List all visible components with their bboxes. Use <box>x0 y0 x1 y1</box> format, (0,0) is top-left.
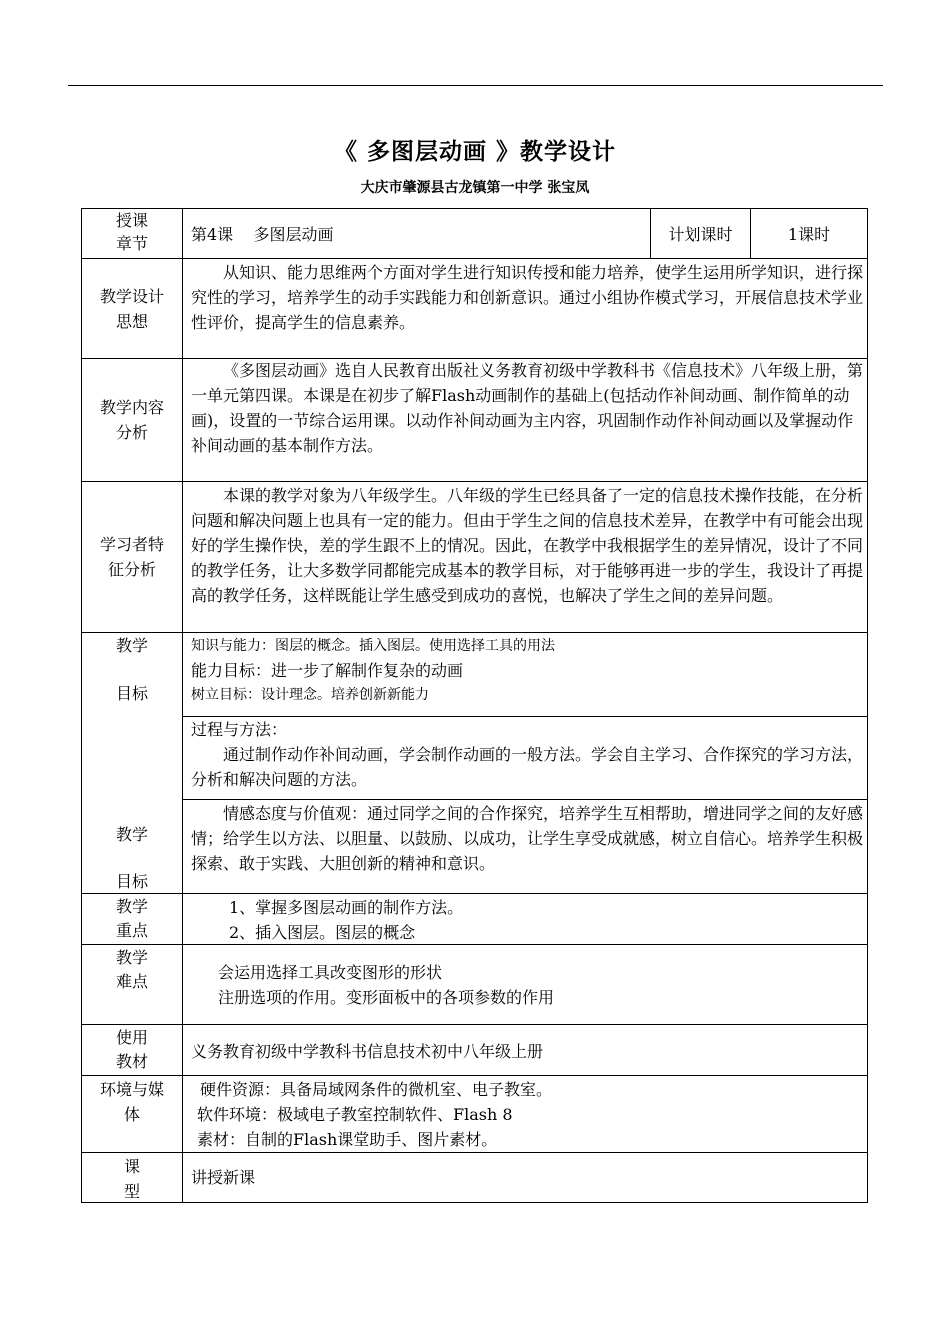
goals-label-top: 教学 目标 <box>115 636 148 703</box>
materials-text: 义务教育初级中学教科书信息技术初中八年级上册 <box>191 1042 544 1061</box>
content-analysis-label: 教学内容 分析 <box>99 398 164 442</box>
environment-materials: 素材：自制的Flash课堂助手、图片素材。 <box>197 1130 498 1149</box>
key-points-label: 教学 重点 <box>115 897 148 940</box>
materials-label: 使用 教材 <box>115 1028 148 1071</box>
header-rule <box>68 85 883 86</box>
planned-hours-label: 计划课时 <box>668 225 733 244</box>
environment-hardware: 硬件资源：具备局域网条件的微机室、电子教室。 <box>200 1080 553 1099</box>
key-point-1: 1、掌握多图层动画的制作方法。 <box>229 898 464 917</box>
design-idea-text: 从知识、能力思维两个方面对学生进行知识传授和能力培养，使学生运用所学知识，进行探究性的学习，培养学生的动手实践能力和创新意识。通过小组协作模式学习，开展信息技术学业性评价，提高学生的信息素养。 <box>191 263 864 332</box>
lesson-type-label: 课 型 <box>123 1157 140 1201</box>
lesson-label: 授课 章节 <box>115 211 148 253</box>
environment-label: 环境与媒 体 <box>99 1080 164 1124</box>
goals-ability: 能力目标：进一步了解制作复杂的动画 <box>191 661 464 680</box>
learner-analysis-text: 本课的教学对象为八年级学生。八年级的学生已经具备了一定的信息技术操作技能，在分析问题和解决问题上也具有一定的能力。但由于学生之间的信息技术差异，在教学中有可能会出现好的学生操作快，差的学生跟不上的情况。因此，在教学中我根据学生的差异情况，设计了不同的教学任务，让大多数学同都能完成基本的教学目标，对于能够再进一步的学生，我设计了再提高的教学任务，这样既能让学生感受到成功的喜悦，也解决了学生之间的差异问题。 <box>191 486 864 605</box>
author-line: 大庆市肇源县古龙镇第一中学 张宝凤 <box>360 180 590 196</box>
planned-hours-value: 1课时 <box>787 225 831 244</box>
goals-knowledge: 知识与能力：图层的概念。插入图层。使用选择工具的用法 <box>191 638 555 654</box>
difficulties-label: 教学 难点 <box>115 948 148 991</box>
goals-attitude: 树立目标：设计理念。培养创新新能力 <box>191 687 429 703</box>
difficulty-2: 注册选项的作用。变形面板中的各项参数的作用 <box>218 988 555 1007</box>
lesson-type-text: 讲授新课 <box>191 1168 256 1187</box>
process-title: 过程与方法： <box>191 720 288 739</box>
lesson-value: 第4课 多图层动画 <box>191 225 334 244</box>
difficulty-1: 会运用选择工具改变图形的形状 <box>218 963 443 982</box>
process-text: 通过制作动作补间动画，学会制作动画的一般方法。学会自主学习、合作探究的学习方法，分析和解决问题的方法。 <box>191 745 864 789</box>
page-title: 《 多图层动画 》教学设计 <box>333 139 616 165</box>
key-point-2: 2、插入图层。图层的概念 <box>229 923 416 942</box>
content-analysis-text: 《多图层动画》选自人民教育出版社义务教育初级中学教科书《信息技术》八年级上册，第一单元第四课。本课是在初步了解Flash动画制作的基础上(包括动作补间动画、制作简单的动画)，设置的一节综合运用课。以动作补间动画为主内容，巩固制作动作补间动画以及掌握动作补间动画的基本制作方法。 <box>191 361 864 455</box>
goals-label-bottom-2: 目标 <box>115 872 148 891</box>
emotion-text: 情感态度与价值观：通过同学之间的合作探究，培养学生互相帮助，增进同学之间的友好感情；给学生以方法、以胆量、以鼓励、以成功，让学生享受成就感，树立自信心。培养学生积极探索、敢于实践、大胆创新的精神和意识。 <box>191 804 864 873</box>
goals-label-bottom-1: 教学 <box>115 825 148 844</box>
learner-analysis-label: 学习者特 征分析 <box>99 535 164 579</box>
design-idea-label: 教学设计 思想 <box>99 287 164 331</box>
environment-software: 软件环境：极域电子教室控制软件、Flash 8 <box>197 1105 513 1124</box>
